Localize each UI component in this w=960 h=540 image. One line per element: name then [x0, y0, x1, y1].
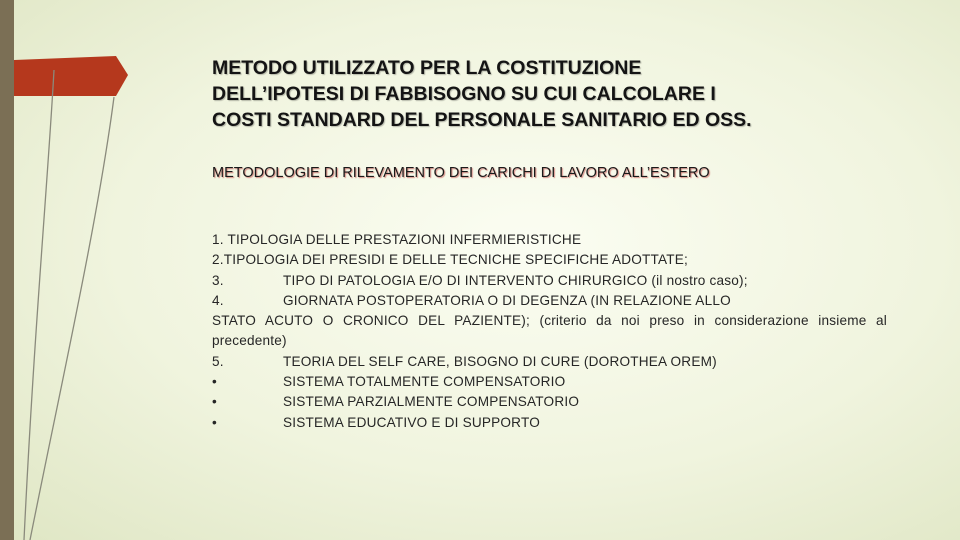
decorative-lines — [0, 0, 140, 540]
bullet-text: SISTEMA TOTALMENTE COMPENSATORIO — [283, 374, 566, 390]
list-item: 2.TIPOLOGIA DEI PRESIDI E DELLE TECNICHE SPECIFICHE ADOTTATE; — [212, 252, 689, 268]
title-line: COSTI STANDARD DEL PERSONALE SANITARIO ED OSS. — [212, 109, 752, 131]
item-number: 4. — [212, 292, 224, 308]
slide-title — [212, 55, 912, 133]
slide-body — [212, 230, 887, 433]
deco-line — [30, 97, 114, 540]
slide-subtitle: METODOLOGIE DI RILEVAMENTO DEI CARICHI DI LAVORO ALL’ESTERO — [212, 165, 710, 181]
bullet-icon: • — [212, 374, 217, 390]
bullet-icon: • — [212, 394, 217, 410]
bullet-item — [212, 413, 887, 433]
item-number: 3. — [212, 272, 224, 288]
list-item — [212, 291, 887, 311]
bullet-item — [212, 392, 887, 412]
title-line: METODO UTILIZZATO PER LA COSTITUZIONE — [212, 57, 642, 79]
list-item — [212, 271, 887, 291]
item-text: TIPO DI PATOLOGIA E/O DI INTERVENTO CHIRURGICO (il nostro caso); — [283, 272, 748, 288]
list-item-continuation: STATO ACUTO O CRONICO DEL PAZIENTE); (criterio da noi preso in considerazione insieme al precedente) — [212, 313, 887, 349]
bullet-text: SISTEMA EDUCATIVO E DI SUPPORTO — [283, 414, 540, 430]
list-item: 1. TIPOLOGIA DELLE PRESTAZIONI INFERMIERISTICHE — [212, 232, 582, 247]
bullet-text: SISTEMA PARZIALMENTE COMPENSATORIO — [283, 394, 580, 410]
item-text: GIORNATA POSTOPERATORIA O DI DEGENZA (IN RELAZIONE ALLO — [283, 292, 731, 308]
list-item — [212, 352, 887, 372]
item-text: TEORIA DEL SELF CARE, BISOGNO DI CURE (DOROTHEA OREM) — [283, 353, 717, 369]
item-number: 5. — [212, 353, 224, 369]
deco-line — [24, 70, 54, 540]
title-line: DELL’IPOTESI DI FABBISOGNO SU CUI CALCOLARE I — [212, 83, 716, 105]
bullet-icon: • — [212, 414, 217, 430]
bullet-item — [212, 372, 887, 392]
accent-arrow-shape — [14, 56, 128, 96]
